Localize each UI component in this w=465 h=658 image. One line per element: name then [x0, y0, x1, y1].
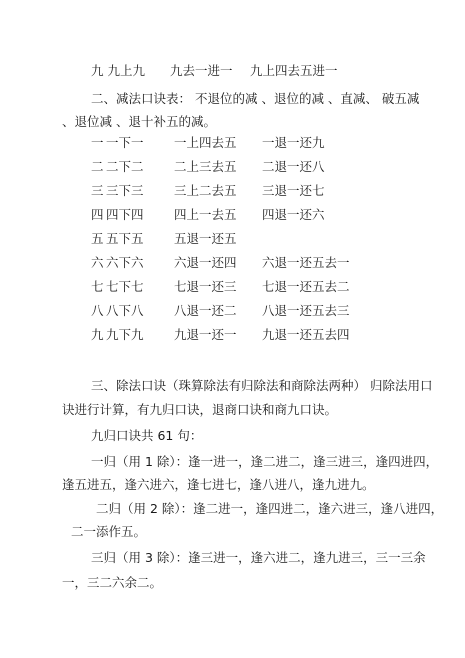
- table-row: [0, 183, 465, 199]
- rule-b: 九退一还一: [174, 327, 237, 342]
- row-number: 一: [91, 135, 104, 150]
- rule-a: 三下三: [106, 183, 144, 198]
- rule-c: 一退一还九: [262, 135, 325, 150]
- rule-b: 一上四去五: [174, 135, 237, 150]
- rule-a: 七下七: [106, 279, 144, 294]
- rule-c: 三退一还七: [262, 183, 325, 198]
- rule-b: 七退一还三: [174, 279, 237, 294]
- table-row: [0, 207, 465, 223]
- rule-a: 六下六: [106, 255, 144, 270]
- section3-line7: 二一添作五。: [71, 524, 147, 539]
- row-number: 八: [91, 303, 104, 318]
- section3-line9: 一，三二六余二。: [62, 575, 163, 590]
- table-row: [0, 159, 465, 175]
- rule-a: 九下九: [106, 327, 144, 342]
- table-row: [0, 303, 465, 319]
- table-row: [0, 231, 465, 247]
- row-number: 六: [91, 255, 104, 270]
- section3-line3: 九归口诀共 61 句：: [91, 428, 203, 443]
- row-number: 四: [91, 207, 104, 222]
- section3-line8: 三归（用 3 除）：逢三进一，逢六进二，逢九进三，三一三余: [91, 550, 426, 565]
- rule-a: 五下五: [106, 231, 144, 246]
- table-row: [0, 255, 465, 271]
- rule-b: 六退一还四: [174, 255, 237, 270]
- row-number: 二: [91, 159, 104, 174]
- rule-b: 二上三去五: [174, 159, 237, 174]
- rule-a: 一下一: [106, 135, 144, 150]
- table-row: [0, 327, 465, 343]
- section2-line2: 、退位减 、退十补五的减。: [62, 114, 216, 129]
- rule-c: 二退一还八: [262, 159, 325, 174]
- rule-c: 六退一还五去一: [262, 255, 350, 270]
- rule-a: 四下四: [106, 207, 144, 222]
- rule-b: 四上一去五: [174, 207, 237, 222]
- rule-c: 八退一还五去三: [262, 303, 350, 318]
- section3-line6: 二归（用 2 除）：逢二进一，逢四进二，逢六进三，逢八进四，: [96, 501, 444, 516]
- table-row: [0, 135, 465, 151]
- rule-c: 七退一还五去二: [262, 279, 350, 294]
- rule-b: 八退一还二: [174, 303, 237, 318]
- row-number: 七: [91, 279, 104, 294]
- top-line-col2: 九去一进一: [170, 63, 233, 78]
- top-line-col3: 九上四去五进一: [250, 63, 338, 78]
- rule-c: 四退一还六: [262, 207, 325, 222]
- table-row: [0, 279, 465, 295]
- rule-a: 二下二: [106, 159, 144, 174]
- row-number: 三: [91, 183, 104, 198]
- section3-line4: 一归（用 1 除）：逢一进一，逢二进二，逢三进三，逢四进四，: [91, 454, 439, 469]
- section3-line2: 诀进行计算，有九归口诀，退商口诀和商九口诀。: [62, 402, 338, 417]
- row-number: 九: [91, 327, 104, 342]
- rule-b: 五退一还五: [174, 231, 237, 246]
- rule-b: 三上二去五: [174, 183, 237, 198]
- rule-c: 九退一还五去四: [262, 327, 350, 342]
- rule-a: 八下八: [106, 303, 144, 318]
- top-line-col1: 九 九上九: [91, 63, 145, 78]
- section3-line5: 逢五进五，逢六进六，逢七进七，逢八进八，逢九进九。: [62, 477, 375, 492]
- section2-line1: 二、减法口诀表： 不退位的减 、退位的减 、直减、 破五减: [91, 91, 420, 106]
- row-number: 五: [91, 231, 104, 246]
- section3-line1: 三、除法口诀（珠算除法有归除法和商除法两种） 归除法用口: [91, 378, 433, 393]
